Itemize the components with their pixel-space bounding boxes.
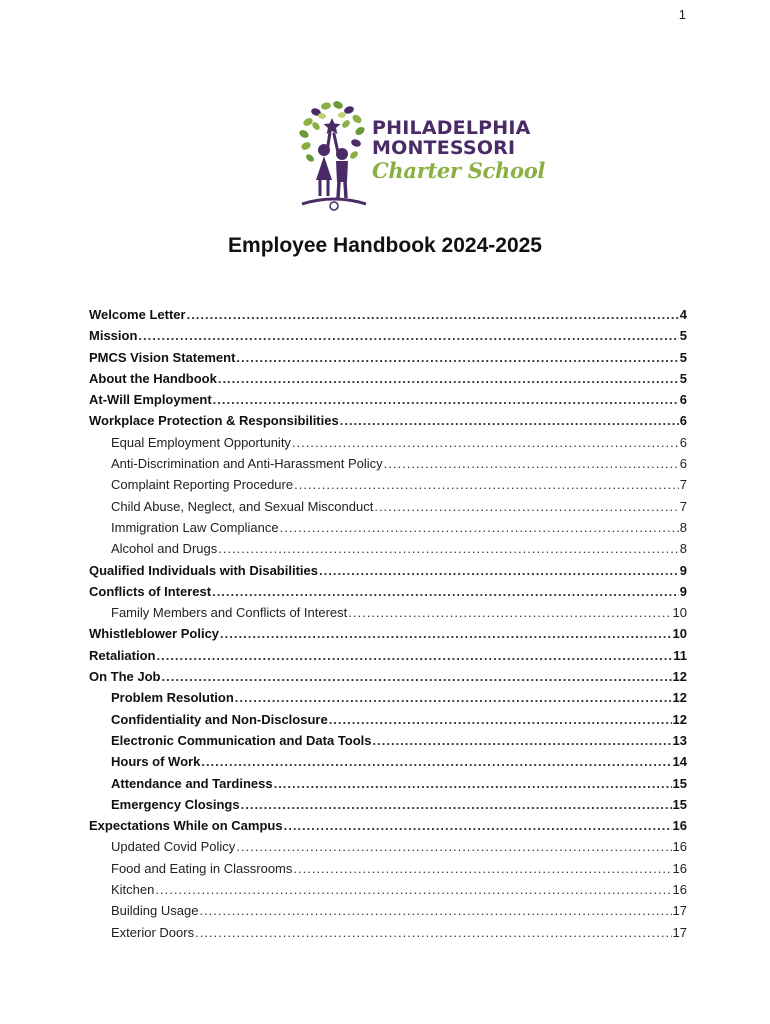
toc-entry-page: 16 bbox=[672, 860, 687, 876]
logo-line-philadelphia: PHILADELPHIA bbox=[372, 117, 531, 139]
tree-children-icon bbox=[296, 100, 372, 212]
toc-entry[interactable] bbox=[89, 307, 687, 328]
toc-leader-dots bbox=[284, 818, 672, 833]
toc-leader-dots bbox=[340, 413, 679, 428]
toc-entry-title: Exterior Doors bbox=[111, 924, 195, 940]
toc-entry-title: Emergency Closings bbox=[111, 796, 240, 812]
toc-entry-title: Expectations While on Campus bbox=[89, 818, 283, 834]
toc-leader-dots bbox=[329, 712, 672, 727]
toc-entry[interactable] bbox=[89, 520, 687, 541]
toc-entry-title: Complaint Reporting Procedure bbox=[111, 477, 294, 493]
toc-leader-dots bbox=[319, 563, 679, 578]
toc-leader-dots bbox=[241, 797, 672, 812]
toc-entry-page: 9 bbox=[679, 583, 687, 599]
toc-entry[interactable] bbox=[89, 563, 687, 584]
toc-entry[interactable] bbox=[89, 925, 687, 946]
toc-leader-dots bbox=[293, 861, 671, 876]
toc-entry-title: PMCS Vision Statement bbox=[89, 349, 236, 365]
table-of-contents bbox=[89, 307, 687, 946]
toc-entry-title: Workplace Protection & Responsibilities bbox=[89, 413, 339, 429]
toc-entry[interactable] bbox=[89, 371, 687, 392]
toc-entry[interactable] bbox=[89, 903, 687, 924]
toc-entry[interactable] bbox=[89, 541, 687, 562]
toc-leader-dots bbox=[213, 392, 679, 407]
toc-entry[interactable] bbox=[89, 648, 687, 669]
toc-leader-dots bbox=[348, 605, 671, 620]
document-title: Employee Handbook 2024-2025 bbox=[228, 234, 542, 257]
toc-entry-title: Updated Covid Policy bbox=[111, 839, 236, 855]
toc-entry-page: 5 bbox=[679, 328, 687, 344]
toc-leader-dots bbox=[218, 541, 679, 556]
toc-leader-dots bbox=[218, 371, 679, 386]
toc-entry-title: On The Job bbox=[89, 669, 161, 685]
toc-entry-title: Conflicts of Interest bbox=[89, 583, 212, 599]
toc-entry[interactable] bbox=[89, 754, 687, 775]
toc-entry-page: 10 bbox=[672, 626, 687, 642]
toc-entry-title: Family Members and Conflicts of Interest bbox=[111, 605, 348, 621]
toc-leader-dots bbox=[280, 520, 679, 535]
toc-entry[interactable] bbox=[89, 392, 687, 413]
toc-leader-dots bbox=[212, 584, 679, 599]
toc-entry-title: Electronic Communication and Data Tools bbox=[111, 732, 372, 748]
toc-entry-title: Attendance and Tardiness bbox=[111, 775, 273, 791]
toc-leader-dots bbox=[199, 903, 671, 918]
toc-entry-page: 5 bbox=[679, 349, 687, 365]
toc-entry-title: Equal Employment Opportunity bbox=[111, 434, 291, 450]
toc-entry[interactable] bbox=[89, 712, 687, 733]
toc-entry-title: Alcohol and Drugs bbox=[111, 541, 218, 557]
toc-entry-page: 6 bbox=[679, 413, 687, 429]
toc-entry-page: 6 bbox=[679, 456, 687, 472]
toc-entry-title: Kitchen bbox=[111, 882, 155, 898]
toc-entry[interactable] bbox=[89, 328, 687, 349]
toc-entry[interactable] bbox=[89, 477, 687, 498]
toc-leader-dots bbox=[155, 882, 671, 897]
toc-entry-title: Immigration Law Compliance bbox=[111, 519, 279, 535]
toc-leader-dots bbox=[373, 733, 672, 748]
toc-entry-page: 7 bbox=[679, 477, 687, 493]
toc-entry[interactable] bbox=[89, 456, 687, 477]
toc-leader-dots bbox=[236, 839, 671, 854]
toc-entry-title: Hours of Work bbox=[111, 754, 201, 770]
toc-entry-page: 5 bbox=[679, 370, 687, 386]
toc-entry-title: Child Abuse, Neglect, and Sexual Misconduct bbox=[111, 498, 374, 514]
toc-leader-dots bbox=[156, 648, 672, 663]
toc-entry-page: 16 bbox=[672, 839, 687, 855]
toc-entry-page: 14 bbox=[672, 754, 687, 770]
toc-leader-dots bbox=[274, 776, 672, 791]
toc-leader-dots bbox=[195, 925, 671, 940]
toc-leader-dots bbox=[384, 456, 679, 471]
toc-entry-title: Food and Eating in Classrooms bbox=[111, 860, 293, 876]
toc-entry-page: 12 bbox=[672, 669, 687, 685]
toc-entry-page: 10 bbox=[672, 605, 687, 621]
toc-entry[interactable] bbox=[89, 669, 687, 690]
toc-leader-dots bbox=[235, 690, 672, 705]
toc-entry-page: 7 bbox=[679, 498, 687, 514]
toc-entry-title: Anti-Discrimination and Anti-Harassment Policy bbox=[111, 456, 383, 472]
toc-entry-title: Retaliation bbox=[89, 647, 156, 663]
toc-entry-page: 11 bbox=[673, 647, 687, 663]
toc-leader-dots bbox=[220, 626, 672, 641]
toc-entry-title: At-Will Employment bbox=[89, 392, 212, 408]
toc-entry[interactable] bbox=[89, 350, 687, 371]
toc-entry-title: About the Handbook bbox=[89, 370, 217, 386]
toc-entry[interactable] bbox=[89, 882, 687, 903]
toc-entry-page: 6 bbox=[679, 392, 687, 408]
toc-entry[interactable] bbox=[89, 733, 687, 754]
school-logo bbox=[296, 100, 556, 212]
toc-entry[interactable] bbox=[89, 797, 687, 818]
toc-entry-page: 12 bbox=[672, 711, 687, 727]
toc-entry-page: 12 bbox=[672, 690, 687, 706]
toc-entry-page: 8 bbox=[679, 541, 687, 557]
toc-entry[interactable] bbox=[89, 626, 687, 647]
toc-entry[interactable] bbox=[89, 776, 687, 797]
logo-line-montessori: MONTESSORI bbox=[372, 137, 516, 159]
toc-entry-page: 9 bbox=[679, 562, 687, 578]
page-number: 1 bbox=[678, 7, 686, 22]
toc-entry-title: Welcome Letter bbox=[89, 307, 186, 322]
toc-entry[interactable] bbox=[89, 605, 687, 626]
toc-entry[interactable] bbox=[89, 499, 687, 520]
toc-entry-title: Problem Resolution bbox=[111, 690, 234, 706]
toc-entry-page: 15 bbox=[672, 796, 687, 812]
logo-line-charter-school: Charter School bbox=[372, 158, 546, 183]
toc-leader-dots bbox=[138, 328, 678, 343]
toc-entry-title: Building Usage bbox=[111, 903, 199, 919]
toc-entry-page: 17 bbox=[672, 924, 687, 940]
toc-entry-title: Whistleblower Policy bbox=[89, 626, 220, 642]
toc-entry-page: 8 bbox=[679, 519, 687, 535]
toc-leader-dots bbox=[201, 754, 671, 769]
toc-entry[interactable] bbox=[89, 435, 687, 456]
toc-leader-dots bbox=[294, 477, 679, 492]
toc-leader-dots bbox=[374, 499, 678, 514]
toc-entry-page: 16 bbox=[672, 882, 687, 898]
toc-entry[interactable] bbox=[89, 818, 687, 839]
toc-entry[interactable] bbox=[89, 584, 687, 605]
toc-entry-title: Mission bbox=[89, 328, 138, 344]
toc-entry-page: 17 bbox=[672, 903, 687, 919]
toc-leader-dots bbox=[187, 307, 679, 322]
toc-entry-page: 15 bbox=[672, 775, 687, 791]
toc-entry-title: Confidentiality and Non-Disclosure bbox=[111, 711, 328, 727]
toc-entry[interactable] bbox=[89, 861, 687, 882]
toc-entry[interactable] bbox=[89, 690, 687, 711]
toc-entry[interactable] bbox=[89, 839, 687, 860]
toc-entry-page: 16 bbox=[672, 818, 687, 834]
toc-entry-page: 4 bbox=[679, 307, 687, 322]
toc-entry-title: Qualified Individuals with Disabilities bbox=[89, 562, 318, 578]
toc-leader-dots bbox=[236, 350, 678, 365]
toc-entry-page: 13 bbox=[672, 732, 687, 748]
toc-leader-dots bbox=[292, 435, 679, 450]
toc-entry-page: 6 bbox=[679, 434, 687, 450]
toc-leader-dots bbox=[162, 669, 672, 684]
toc-entry[interactable] bbox=[89, 413, 687, 434]
